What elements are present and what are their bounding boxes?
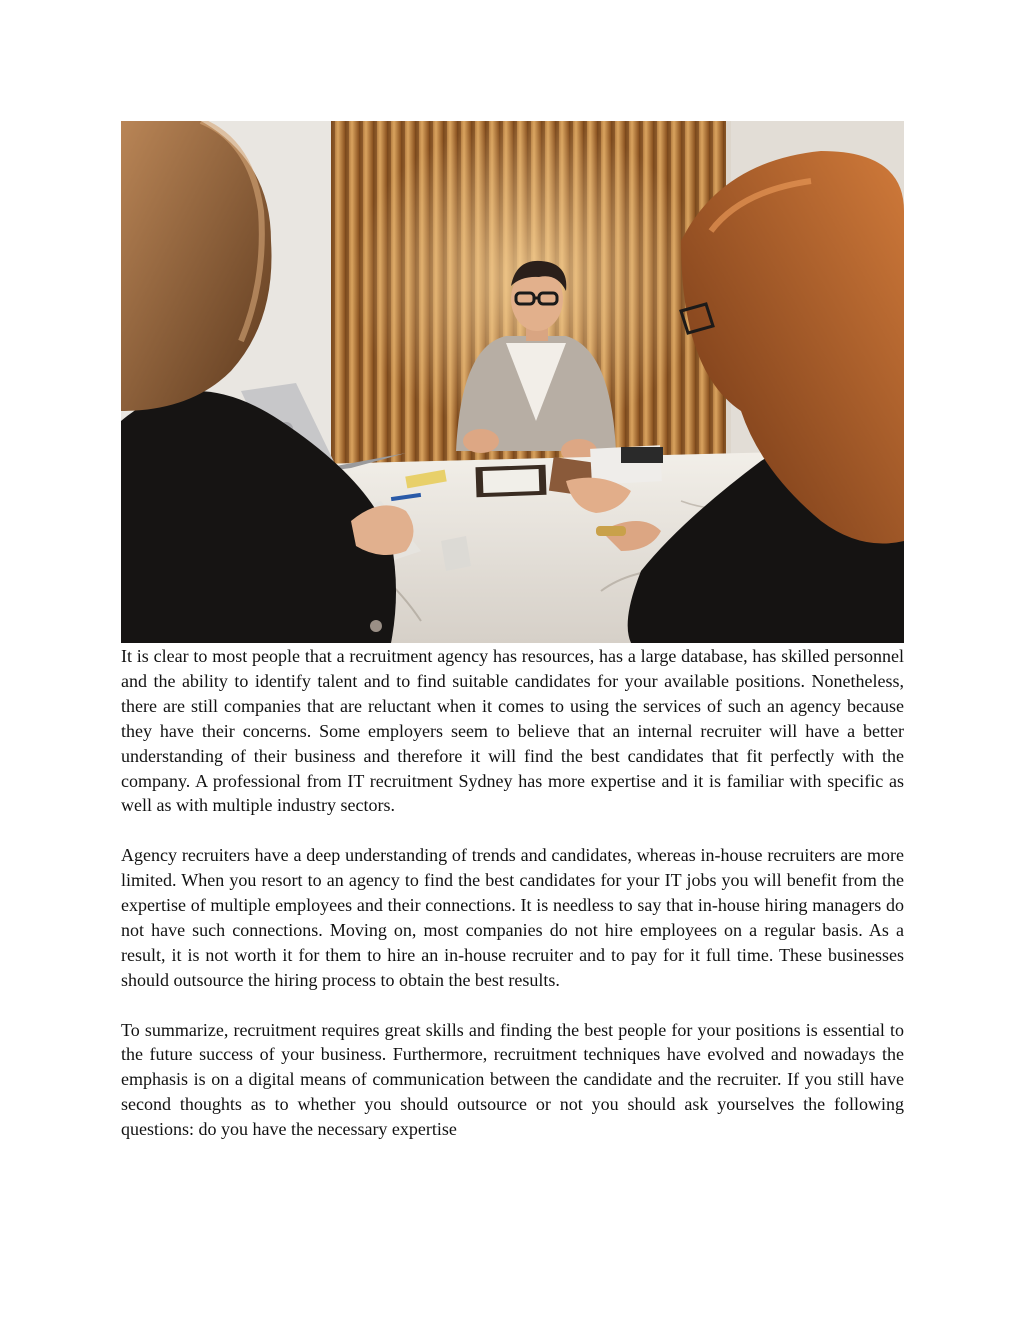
office-meeting-photo [121, 121, 904, 643]
article-body [121, 644, 904, 1167]
bracelet [596, 526, 626, 536]
paragraph-2: Agency recruiters have a deep understanding of trends and candidates, whereas in-house recruiters are more limited. When you resort to an agency to find the best candidates for your IT jobs you will benefit from the expertise of multiple employees and their connections. It is needless to say that in-house hiring managers do not have such connections. Moving on, most companies do not hire employees on a regular basis. As a result, it is not worth it for them to hire an in-house recruiter and to pay for it full time. These businesses should outsource the hiring process to obtain the best results. [121, 845, 904, 990]
paragraph-3: To summarize, recruitment requires great skills and finding the best people for your positions is essential to the future success of your business. Furthermore, recruitment techniques have evolved and nowadays the emphasis is on a digital means of communication between the candidate and the recruiter. If you still have second thoughts as to whether you should outsource or not you should ask yourselves the following questions: do you have the necessary expertise [121, 1019, 904, 1140]
meeting-illustration [121, 121, 904, 643]
smartphone [621, 447, 663, 463]
paragraph-1: It is clear to most people that a recruitment agency has resources, has a large database, has skilled personnel and the ability to identify talent and to find suitable candidates for your available positions. Nonetheless, there are still companies that are reluctant when it comes to using the services of such an agency because they have their concerns. Some employers seem to believe that an internal recruiter will have a better understanding of their business and therefore it will find the best candidates that fit perfectly with the company. A professional from IT recruitment Sydney has more expertise and it is familiar with specific as well as with multiple industry sectors. [121, 646, 904, 816]
